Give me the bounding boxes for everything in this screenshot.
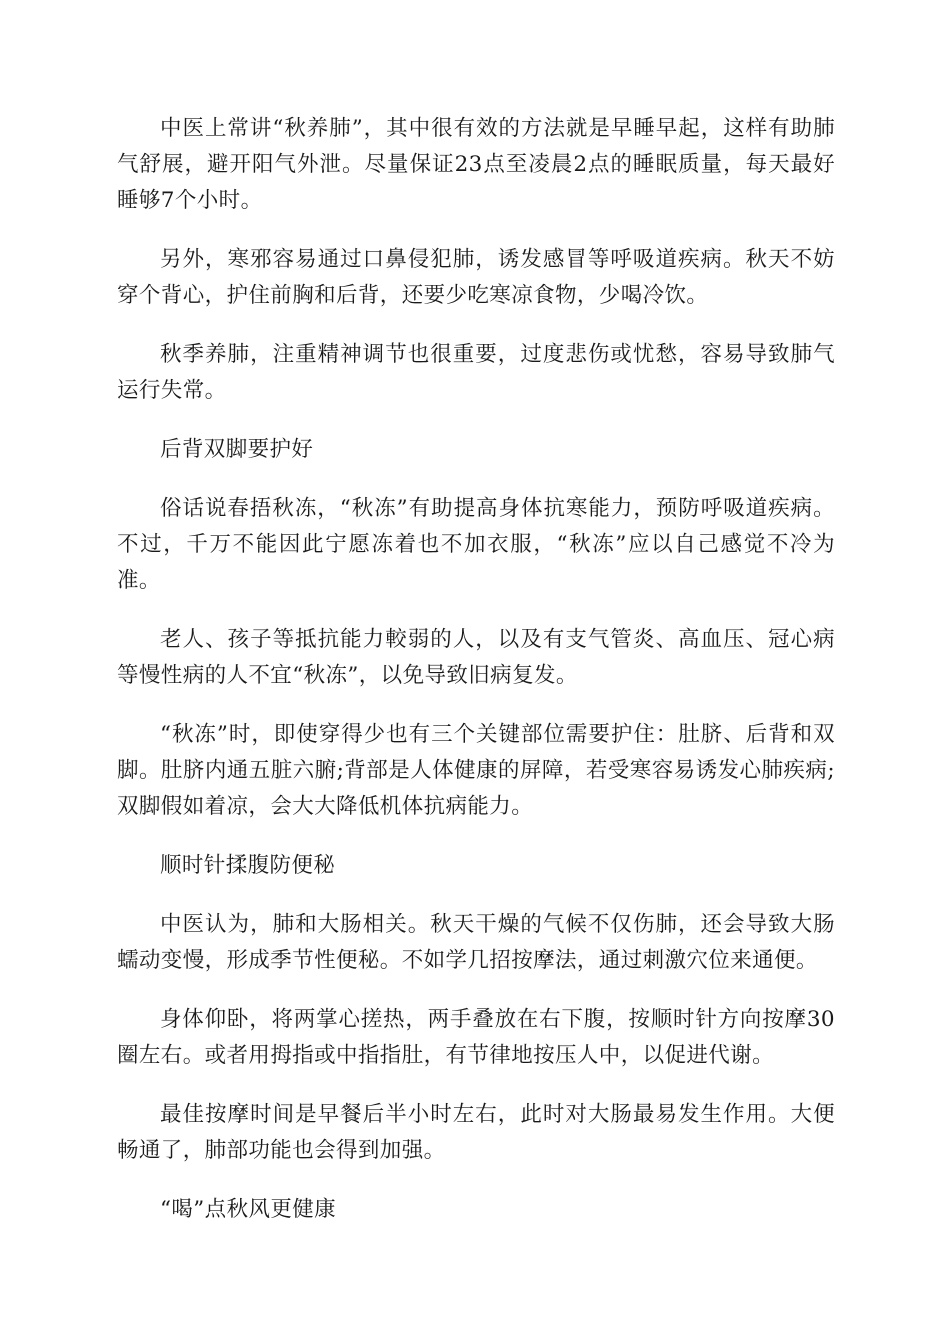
paragraph-elderly-children: 老人、孩子等抵抗能力較弱的人，以及有支气管炎、高血压、冠心病等慢性病的人不宜“秋冻”，以免导致旧病复发。 [117, 627, 835, 688]
paragraph-autumn-freeze: 俗话说春捂秋冻，“秋冻”有助提高身体抗寒能力，预防呼吸道疾病。不过，千万不能因此宁愿冻着也不加衣服，“秋冻”应以自己感觉不冷为准。 [117, 496, 835, 593]
paragraph-autumn-lung: 中医上常讲“秋养肺”，其中很有效的方法就是早睡早起，这样有助肺气舒展，避开阳气外泄。尽量保证23点至凌晨2点的睡眠质量，每天最好睡够7个小时。 [117, 116, 835, 213]
document-body [117, 111, 835, 1251]
paragraph-mental-regulation: 秋季养肺，注重精神调节也很重要，过度悲伤或忧愁，容易导致肺气运行失常。 [117, 342, 835, 403]
section-heading-back-feet: 后背双脚要护好 [160, 437, 314, 462]
paragraph-massage-method: 身体仰卧，将两掌心搓热，两手叠放在右下腹，按顺时针方向按摩30圈左右。或者用拇指或中指指肚，有节律地按压人中，以促进代谢。 [117, 1007, 835, 1068]
paragraph-cold-evil: 另外，寒邪容易通过口鼻侵犯肺，诱发感冒等呼吸道疾病。秋天不妨穿个背心，护住前胸和后背，还要少吃寒凉食物，少喝冷饮。 [117, 247, 835, 308]
paragraph-key-body-parts: “秋冻”时，即使穿得少也有三个关键部位需要护住：肚脐、后背和双脚。肚脐内通五脏六腑;背部是人体健康的屏障，若受寒容易诱发心肺疾病;双脚假如着凉，会大大降低机体抗病能力。 [117, 722, 835, 819]
paragraph-lung-intestine: 中医认为，肺和大肠相关。秋天干燥的气候不仅伤肺，还会导致大肠蠕动变慢，形成季节性便秘。不如学几招按摩法，通过刺激穴位来通便。 [117, 912, 835, 973]
section-heading-autumn-wind: “喝”点秋风更健康 [160, 1197, 337, 1222]
section-heading-massage: 顺时针揉腹防便秘 [160, 853, 336, 878]
paragraph-massage-time: 最佳按摩时间是早餐后半小时左右，此时对大肠最易发生作用。大便畅通了，肺部功能也会得到加强。 [117, 1102, 835, 1163]
